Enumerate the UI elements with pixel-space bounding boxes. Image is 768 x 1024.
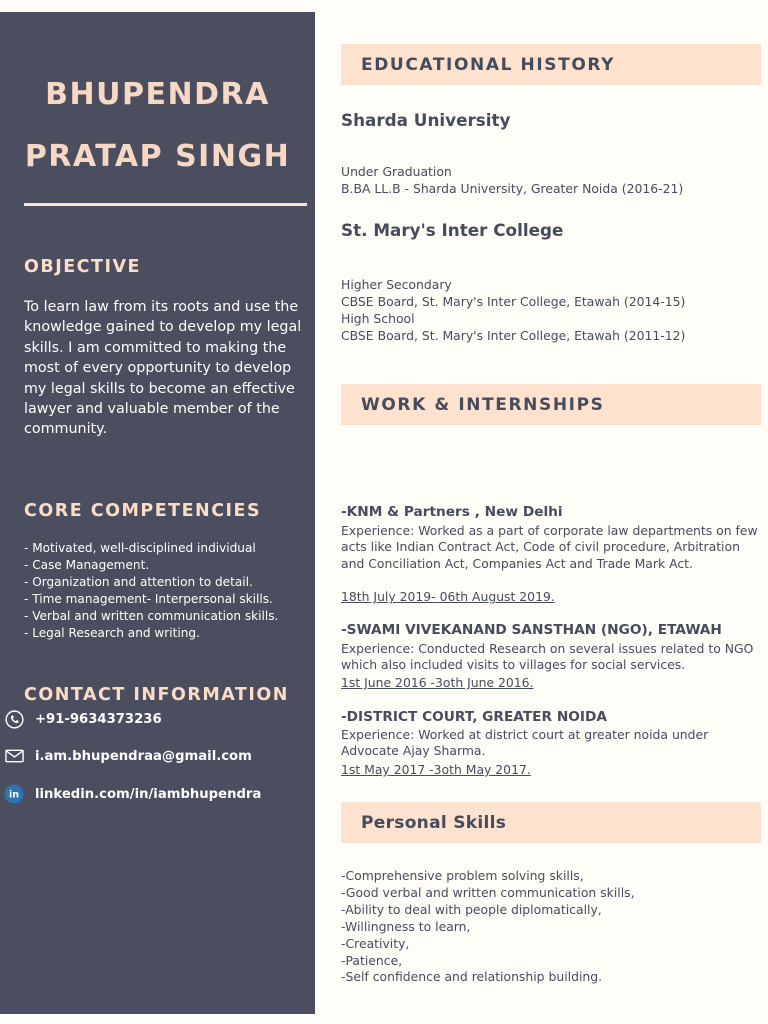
job-title: -KNM & Partners , New Delhi: [341, 504, 563, 520]
competency-item: - Case Management.: [24, 558, 150, 573]
skill-item: -Ability to deal with people diplomatically,: [341, 901, 602, 917]
job-title: -SWAMI VIVEKANAND SANSTHAN (NGO), ETAWAH: [341, 622, 722, 638]
name-line-2: PRATAP SINGH: [24, 139, 291, 174]
objective-text: To learn law from its roots and use the knowledge gained to develop my legal skills. I am committed to making the most of every opportunity to develop my legal skills to become an effective lawyer and valuable member of the community.: [24, 299, 302, 438]
skill-item: -Willingness to learn,: [341, 918, 471, 934]
competency-item: - Motivated, well-disciplined individual: [24, 541, 256, 555]
work-heading-band: [341, 384, 761, 425]
skills-heading: Personal Skills: [361, 813, 507, 833]
school-name: Sharda University: [341, 110, 511, 130]
job-date: 1st June 2016 -3oth June 2016.: [341, 675, 534, 690]
skill-item: -Good verbal and written communication skills,: [341, 884, 635, 900]
mail-icon: [4, 746, 24, 766]
competency-item: - Legal Research and writing.: [24, 626, 200, 641]
skill-item: -Comprehensive problem solving skills,: [341, 868, 584, 883]
phone-number: +91-9634373236: [35, 711, 162, 727]
skill-item: -Self confidence and relationship building.: [341, 969, 603, 985]
contact-heading: CONTACT INFORMATION: [24, 685, 289, 705]
competencies-heading: CORE COMPETENCIES: [24, 501, 262, 521]
name-divider: [24, 203, 307, 206]
objective-heading: OBJECTIVE: [24, 257, 141, 277]
education-line: Under Graduation: [341, 164, 452, 179]
education-line: Higher Secondary: [341, 277, 452, 292]
sidebar: [0, 12, 315, 1014]
education-heading: EDUCATIONAL HISTORY: [361, 55, 616, 75]
job-date: 18th July 2019- 06th August 2019.: [341, 589, 555, 604]
skills-list: [341, 868, 635, 986]
competencies-list: [24, 540, 314, 643]
skills-heading-band: [341, 802, 761, 843]
linkedin-icon: [4, 784, 24, 804]
skill-item: -Creativity,: [341, 935, 410, 951]
competency-item: - Time management- Interpersonal skills.: [24, 592, 273, 607]
job-description: Experience: Worked as a part of corporate law departments on few acts like Indian Contract Act, Code of civil procedure, Arbitration and Conciliation Act, Companies Act and Trade Mark Act.: [341, 523, 758, 571]
candidate-name: [0, 64, 315, 188]
contact-phone[interactable]: [4, 709, 162, 729]
competency-item: - Verbal and written communication skills.: [24, 609, 279, 624]
job-date: 1st May 2017 -3oth May 2017.: [341, 762, 531, 777]
email-address: i.am.bhupendraa@gmail.com: [35, 748, 252, 764]
linkedin-url: linkedin.com/in/iambhupendra: [35, 786, 262, 802]
contact-linkedin[interactable]: [4, 784, 261, 804]
education-line: CBSE Board, St. Mary's Inter College, Etawah (2014-15): [341, 294, 686, 309]
job-description: Experience: Worked at district court at greater noida under Advocate Ajay Sharma.: [341, 727, 709, 759]
job-title: -DISTRICT COURT, GREATER NOIDA: [341, 709, 607, 725]
education-heading-band: [341, 44, 761, 85]
competency-item: - Organization and attention to detail.: [24, 575, 253, 590]
linkedin-badge-text: in: [8, 789, 20, 801]
education-line: CBSE Board, St. Mary's Inter College, Etawah (2011-12): [341, 328, 686, 343]
work-heading: WORK & INTERNSHIPS: [361, 395, 605, 415]
job-description: Experience: Conducted Research on several issues related to NGO which also included visits to villages for social services.: [341, 641, 754, 673]
name-line-1: BHUPENDRA: [45, 77, 270, 112]
phone-icon: [4, 709, 24, 729]
school-name: St. Mary's Inter College: [341, 220, 564, 240]
education-line: B.BA LL.B - Sharda University, Greater Noida (2016-21): [341, 181, 684, 196]
skill-item: -Patience,: [341, 952, 403, 968]
education-line: High School: [341, 311, 415, 326]
contact-email[interactable]: [4, 746, 252, 766]
